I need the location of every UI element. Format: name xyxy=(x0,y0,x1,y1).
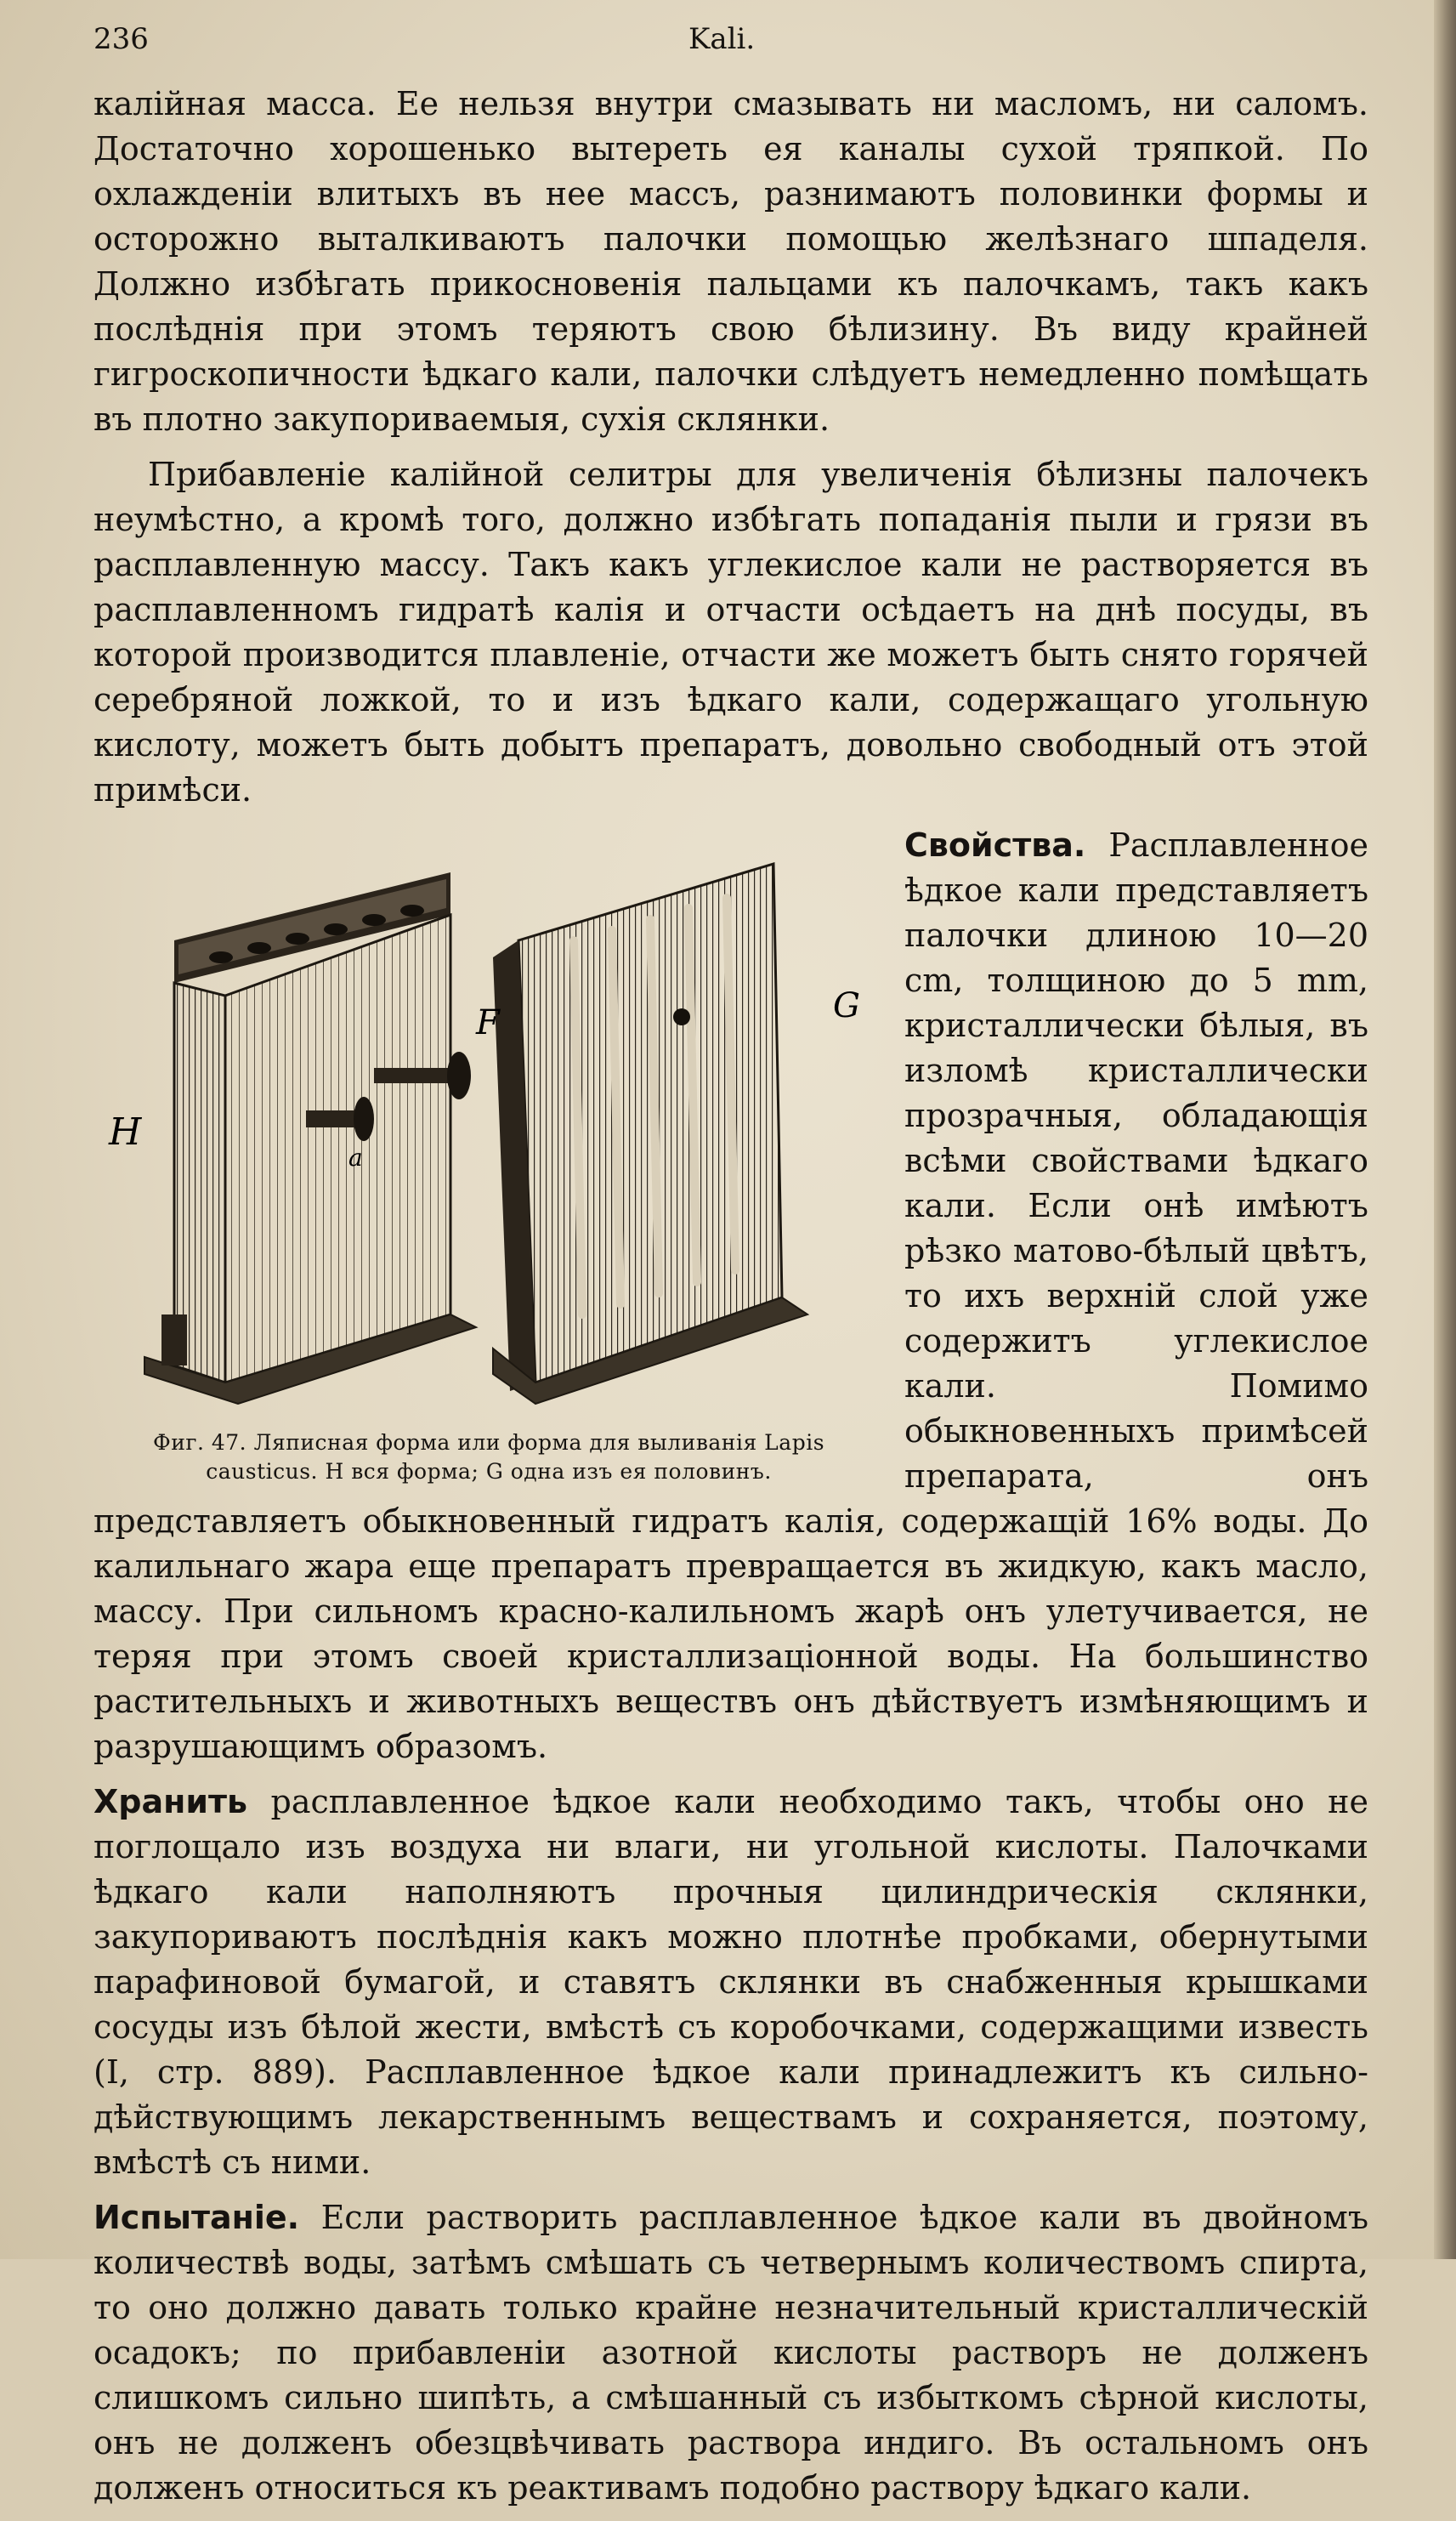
section-heading-properties: Свойства. xyxy=(904,826,1086,864)
paragraph-mold-handling xyxy=(93,82,1368,442)
paragraph-text: расплавленное ѣдкое кали необходимо такъ, чтобы оно не поглощало изъ воздуха ни влаги, ни угольной кислоты. Палочками ѣдкаго кали наполняютъ прочныя цилиндрическія склянки, закупориваютъ послѣднія какъ можно плотнѣе пробками, обернутыми парафиновой бумагой, и ставятъ склянки въ снабженныя крышками сосуды изъ бѣлой жести, вмѣстѣ съ коробочками, содержащими известь (I, стр. 889). Расплавленное ѣдкое кали принадлежитъ къ сильно-дѣйствующимъ лекарственнымъ веществамъ и сохраняется, поэтому, вмѣстѣ съ ними. xyxy=(93,1783,1368,2181)
page-header xyxy=(93,22,1368,65)
lapis-mold-illustration xyxy=(93,838,884,1417)
body-text xyxy=(93,82,1368,2521)
full-mold-drawing xyxy=(144,872,476,1404)
figure-47 xyxy=(93,838,884,1486)
label-h: H xyxy=(109,1110,142,1154)
page-spine-shadow xyxy=(1434,0,1456,2259)
half-mold-drawing xyxy=(493,864,807,1404)
running-head: Kali. xyxy=(688,22,756,56)
section-heading-testing: Испытаніе. xyxy=(93,2199,300,2236)
label-f: F xyxy=(476,1003,500,1042)
paragraph-text: Расплавленное ѣдкое кали представляетъ палочки длиною 10—20 cm, толщиною до 5 mm, кристаллически бѣлыя, въ изломѣ кристаллически прозрачныя, обладающія всѣми свойствами ѣдкаго кали. Если онѣ имѣютъ рѣзко матово-бѣлый цвѣтъ, то ихъ верхній слой уже содержитъ углекислое кали. Помимо обыкновенныхъ примѣсей препарата, онъ представляетъ обыкновенный гидратъ калія, содержащій 16% воды. До калильнаго жара еще препаратъ превращается въ жидкую, какъ масло, массу. При сильномъ красно-калильномъ жарѣ онъ улетучивается, не теряя при этомъ своей кристаллизаціонной воды. На большинство растительныхъ и животныхъ веществъ онъ дѣйствуетъ измѣняющимъ и разрушающимъ образомъ. xyxy=(93,826,1368,1765)
label-g: G xyxy=(833,986,860,1025)
paragraph-text: Если растворить расплавленное ѣдкое кали въ двойномъ количествѣ воды, затѣмъ смѣшать съ четвернымъ количествомъ спирта, то оно должно давать только крайне незначительный кристаллическій осадокъ; по прибавленіи азотной кислоты растворъ не долженъ слишкомъ сильно шипѣть, а смѣшанный съ избыткомъ сѣрной кислоты, онъ не долженъ обезцвѣчивать раствора индиго. Въ остальномъ онъ долженъ относиться къ реактивамъ подобно раствору ѣдкаго кали. xyxy=(93,2199,1368,2507)
figure-caption: Фиг. 47. Ляписная форма или форма для выливанія Lapis causticus. H вся форма; G одна изъ ея половинъ. xyxy=(152,1430,825,1484)
section-heading-storage: Хранить xyxy=(93,1783,248,1820)
page-number: 236 xyxy=(93,22,149,56)
paragraph-testing xyxy=(93,2195,1368,2511)
paragraph-saltpeter xyxy=(93,452,1368,813)
label-a: a xyxy=(348,1144,363,1172)
paragraph-text: калійная масса. Ее нельзя внутри смазывать ни масломъ, ни саломъ. Достаточно хорошенько вытереть ея каналы сухой тряпкой. По охлажденіи влитыхъ въ нее массъ, разнимаютъ половинки формы и осторожно выталкиваютъ палочки помощью желѣзнаго шпаделя. Должно избѣгать прикосновенія пальцами къ палочкамъ, такъ какъ послѣднія при этомъ теряютъ свою бѣлизину. Въ виду крайней гигроскопичности ѣдкаго кали, палочки слѣдуетъ немедленно помѣщать въ плотно закупориваемыя, сухія склянки. xyxy=(93,85,1368,438)
paragraph-text: Прибавленіе калійной селитры для увеличенія бѣлизны палочекъ неумѣстно, а кромѣ того, должно избѣгать попаданія пыли и грязи въ расплавленную массу. Такъ какъ углекислое кали не растворяется въ расплавленномъ гидратѣ калія и отчасти осѣдаетъ на днѣ посуды, въ которой производится плавленіе, отчасти же можетъ быть снято горячей серебряной ложкой, то и изъ ѣдкаго кали, содержащаго угольную кислоту, можетъ быть добытъ препаратъ, довольно свободный отъ этой примѣси. xyxy=(93,456,1368,809)
paragraph-storage xyxy=(93,1780,1368,2185)
